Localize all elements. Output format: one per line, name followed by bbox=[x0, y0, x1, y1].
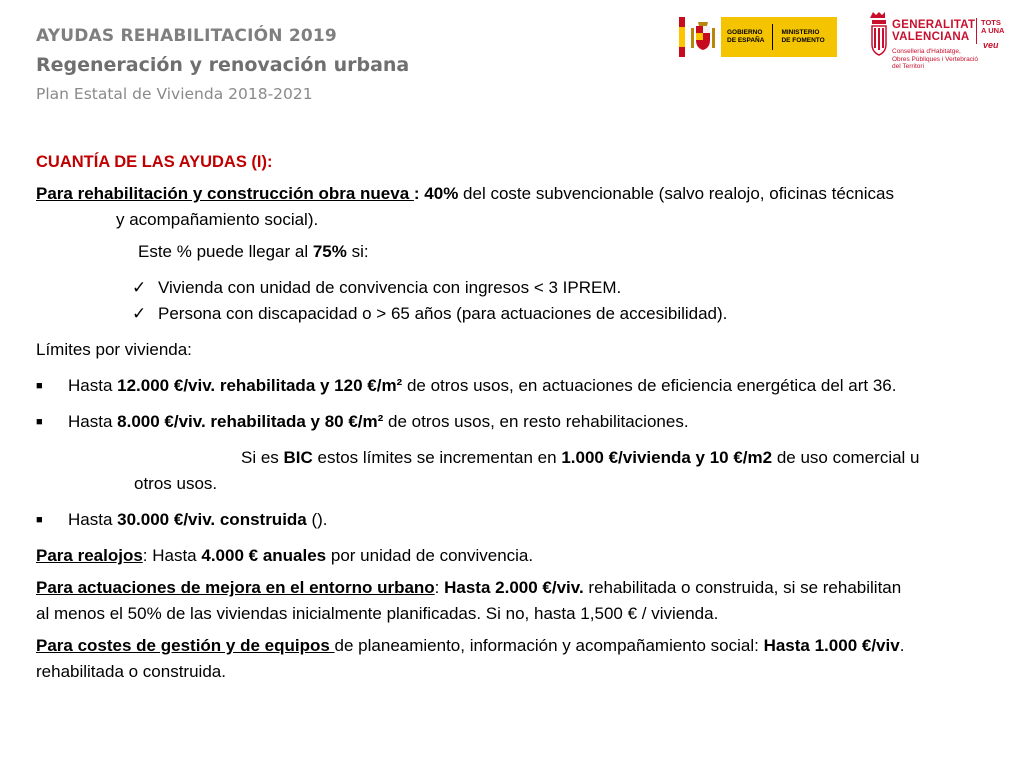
bic-note: Si es BIC estos límites se incrementan en 1.000 €/vivienda y 10 €/m2 de uso comercial u bbox=[241, 448, 920, 467]
paragraph-rehabilitacion: Para rehabilitación y construcción obra nueva : 40% del coste subvencionable (salvo realojo, oficinas técnicas bbox=[36, 184, 894, 203]
paragraph-gestion: Para costes de gestión y de equipos de planeamiento, información y acompañamiento social: Hasta 1.000 €/viv. bbox=[36, 636, 905, 655]
header-title: AYUDAS REHABILITACIÓN 2019 bbox=[36, 26, 337, 46]
gobierno-logo bbox=[679, 17, 837, 57]
square-bullet-icon: ■ bbox=[36, 380, 43, 392]
bullet-item: ■ Hasta 30.000 €/viv. construida (). bbox=[36, 507, 994, 533]
limits-label: Límites por vivienda: bbox=[36, 340, 192, 359]
square-bullet-icon: ■ bbox=[36, 514, 43, 526]
bullet-item: ■ Hasta 8.000 €/viv. rehabilitada y 80 €/m² de otros usos, en resto rehabilitaciones. bbox=[36, 409, 994, 435]
gobierno-divider bbox=[772, 24, 773, 50]
header-plan: Plan Estatal de Vivienda 2018-2021 bbox=[36, 85, 313, 103]
check-item: ✓ Vivienda con unidad de convivencia con ingresos < 3 IPREM. bbox=[36, 275, 994, 301]
header-subtitle: Regeneración y renovación urbana bbox=[36, 54, 410, 76]
generalitat-logo: GENERALITAT VALENCIANA TOTS A UNA veu Conselleria d'Habitatge, Obres Públiques i Vertebració del Territori bbox=[870, 12, 1015, 74]
generalitat-emblem-icon bbox=[870, 12, 888, 56]
check-icon: ✓ bbox=[132, 304, 147, 323]
paragraph-realojos: Para realojos: Hasta 4.000 € anuales por unidad de convivencia. bbox=[36, 546, 534, 565]
paragraph-entorno: Para actuaciones de mejora en el entorno urbano: Hasta 2.000 €/viv. rehabilitada o construida, si se rehabilitan bbox=[36, 578, 902, 597]
bullet-item: ■ Hasta 12.000 €/viv. rehabilitada y 120 €/m² de otros usos, en actuaciones de eficiencia energética del art 36. bbox=[36, 373, 994, 399]
square-bullet-icon: ■ bbox=[36, 416, 43, 428]
paragraph-75: Este % puede llegar al 75% si: bbox=[138, 242, 369, 261]
check-icon: ✓ bbox=[132, 278, 147, 297]
check-item: ✓ Persona con discapacidad o > 65 años (para actuaciones de accesibilidad). bbox=[36, 301, 994, 327]
slide-content: CUANTÍA DE LAS AYUDAS (I): Para rehabilitación y construcción obra nueva : 40% del coste subvencionable (salvo realojo, oficinas técnicas y acompañamiento social). Este % puede llegar al 75% si: ✓ Vivienda con unidad de convivencia con ingresos < 3 IPREM. ✓ Persona con discapacidad o > 65 años (para actuaciones de accesibilidad). Límites por vivienda: ■ Hasta 12.000 €/viv. rehabilitada y 120 €/m² de otros usos, en actuaciones de eficiencia energética del art 36. ■ Hasta 8.000 €/viv. rehabilitada y 80 €/m² de otros usos, en resto rehabilitaciones. Si es BIC estos límites se incrementan en 1.000 €/vivienda y 10 €/m2 de uso comercial u otros usos. ■ Hasta 30.000 €/viv. construida (). Para realojos: Hasta 4.000 € anuales por unidad de convivencia. Para actuaciones de mejora en el entorno urbano: Hasta 2.000 €/viv. rehabilitada o construida, si se rehabilitan al menos el 50% de las viviendas inicialmente planificadas. Si no, hasta 1,500 € / vivienda. Para costes de gestión y de equipos de planeamiento, información y acompañamiento social: Hasta 1.000 €/viv. rehabilitada o construida. bbox=[36, 149, 994, 685]
generalitat-divider bbox=[976, 18, 977, 44]
header bbox=[36, 26, 409, 103]
coat-of-arms-icon bbox=[685, 17, 721, 57]
section-title: CUANTÍA DE LAS AYUDAS (I): bbox=[36, 153, 273, 171]
gobierno-text-box: GOBIERNO DE ESPAÑA MINISTERIO DE FOMENTO bbox=[721, 17, 837, 57]
